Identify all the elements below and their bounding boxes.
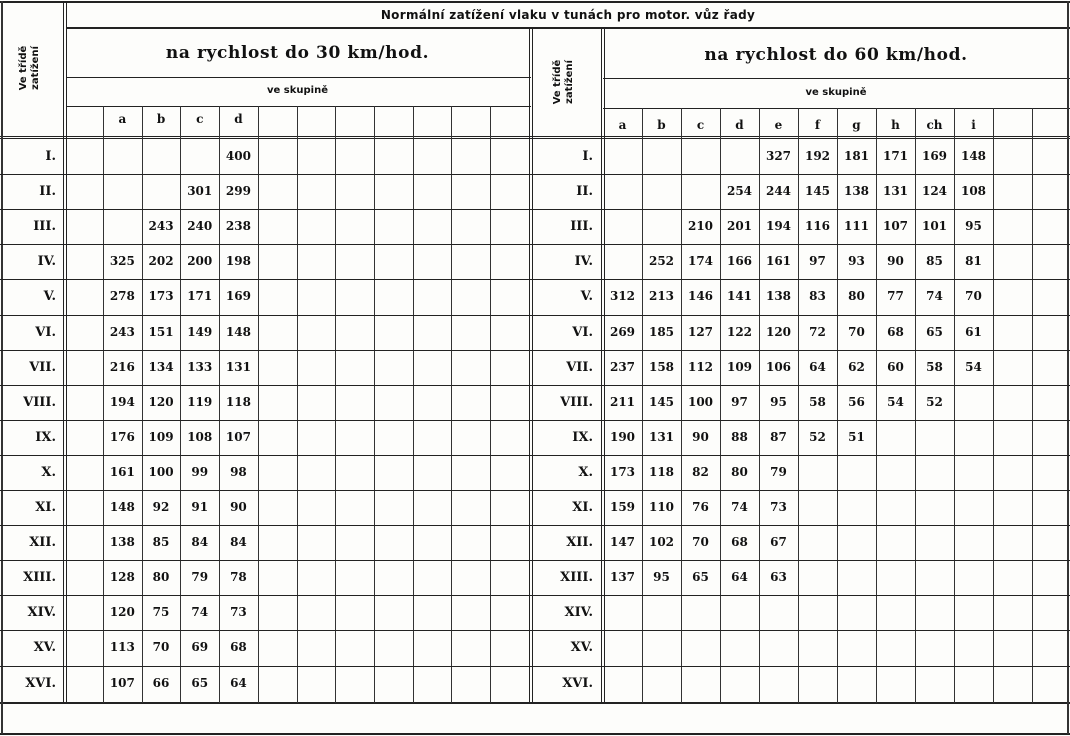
load-value-60: 137 — [609, 570, 636, 585]
class-label-60: XIV. — [564, 605, 593, 621]
speed-header-30: na rychlost do 30 km/hod. — [165, 43, 430, 63]
load-value-30: 120 — [109, 605, 135, 620]
load-value-30: 90 — [230, 500, 247, 514]
load-value-60: 70 — [848, 324, 865, 339]
class-header-line: zatížení — [564, 60, 575, 104]
class-label-30: XIV. — [27, 605, 56, 621]
load-value-60: 65 — [926, 324, 943, 339]
load-value-30: 73 — [230, 605, 247, 620]
column-label-60-c: c — [696, 118, 705, 132]
load-value-30: 113 — [109, 640, 135, 655]
load-value-30: 325 — [109, 254, 135, 269]
rule-vertical — [413, 106, 414, 703]
load-value-60: 100 — [687, 394, 714, 409]
class-label-60: I. — [582, 149, 593, 164]
load-value-30: 64 — [230, 675, 247, 690]
load-value-30: 400 — [225, 149, 251, 163]
rule-horizontal — [0, 1, 1070, 3]
load-value-60: 190 — [609, 429, 636, 444]
load-value-30: 202 — [148, 254, 174, 269]
column-label-60-e: e — [774, 118, 783, 132]
load-value-60: 161 — [765, 254, 792, 269]
load-value-60: 116 — [804, 219, 831, 234]
column-label-60-g: g — [852, 118, 861, 132]
load-value-60: 72 — [809, 324, 826, 339]
class-label-60: IX. — [572, 429, 593, 445]
load-value-30: 169 — [225, 289, 251, 304]
load-value-60: 171 — [882, 149, 909, 163]
load-value-60: 138 — [843, 184, 870, 199]
load-value-60: 58 — [926, 359, 943, 374]
load-value-60: 147 — [609, 535, 636, 550]
load-value-60: 127 — [687, 324, 714, 339]
load-value-30: 128 — [109, 570, 135, 585]
rule-vertical — [63, 1, 67, 703]
load-value-30: 85 — [152, 535, 170, 550]
load-value-30: 119 — [187, 394, 213, 409]
class-label-30: VI. — [35, 324, 56, 340]
class-label-30: XIII. — [23, 570, 56, 586]
class-header-line: Ve třídě — [552, 59, 563, 105]
class-label-60: XIII. — [560, 570, 593, 586]
class-label-30: IV. — [37, 254, 56, 270]
rule-vertical — [297, 106, 298, 703]
class-label-60: XV. — [570, 640, 593, 656]
load-value-60: 68 — [731, 535, 748, 550]
load-value-60: 169 — [921, 149, 948, 163]
rule-vertical — [993, 108, 994, 703]
load-value-60: 254 — [726, 184, 753, 199]
load-value-60: 107 — [882, 219, 909, 234]
class-label-60: II. — [576, 184, 593, 200]
load-value-30: 84 — [230, 535, 247, 550]
column-label-60-a: a — [618, 118, 627, 132]
rule-vertical — [451, 106, 452, 703]
load-value-60: 145 — [804, 184, 831, 199]
class-label-30: XI. — [35, 500, 56, 515]
load-value-60: 109 — [726, 359, 753, 374]
class-label-60: XVI. — [562, 675, 593, 691]
load-value-60: 146 — [687, 289, 714, 304]
load-value-60: 110 — [648, 500, 675, 514]
load-value-30: 299 — [225, 184, 251, 199]
load-value-60: 213 — [648, 289, 675, 304]
load-value-60: 54 — [887, 394, 904, 409]
load-value-30: 84 — [191, 535, 209, 550]
class-label-30: I. — [45, 149, 56, 164]
load-value-30: 70 — [152, 640, 170, 655]
load-value-60: 73 — [770, 500, 787, 514]
load-value-30: 173 — [148, 289, 174, 304]
load-value-60: 95 — [965, 219, 982, 234]
load-value-30: 243 — [109, 324, 135, 339]
load-value-60: 74 — [926, 289, 943, 304]
column-label-60-i: i — [971, 118, 976, 132]
load-value-30: 92 — [152, 500, 170, 514]
column-label-60-d: d — [735, 118, 744, 132]
load-value-30: 148 — [109, 500, 135, 514]
load-value-30: 301 — [187, 184, 213, 199]
load-value-60: 77 — [887, 289, 904, 304]
load-value-60: 83 — [809, 289, 826, 304]
load-value-60: 269 — [609, 324, 636, 339]
load-value-60: 54 — [965, 359, 982, 374]
class-label-60: IV. — [574, 254, 593, 270]
load-value-30: 118 — [225, 394, 251, 409]
load-value-60: 112 — [687, 359, 714, 374]
load-value-30: 100 — [148, 464, 174, 479]
load-value-30: 120 — [148, 394, 174, 409]
load-value-30: 151 — [148, 324, 174, 339]
load-value-60: 65 — [692, 570, 709, 585]
load-value-60: 63 — [770, 570, 787, 585]
load-value-30: 98 — [230, 464, 247, 479]
load-value-30: 68 — [230, 640, 247, 655]
load-value-30: 243 — [148, 219, 174, 234]
load-value-30: 198 — [225, 254, 251, 269]
rule-vertical — [490, 106, 491, 703]
load-value-30: 69 — [191, 640, 209, 655]
rule-vertical — [335, 106, 336, 703]
load-value-60: 106 — [765, 359, 792, 374]
load-value-60: 97 — [731, 394, 748, 409]
load-value-60: 52 — [926, 394, 943, 409]
load-value-60: 68 — [887, 324, 904, 339]
load-value-30: 133 — [187, 359, 213, 374]
load-value-60: 88 — [731, 429, 748, 444]
class-header-line: Ve třídě — [18, 45, 29, 91]
load-value-60: 97 — [809, 254, 826, 269]
load-value-30: 99 — [191, 464, 209, 479]
load-value-30: 216 — [109, 359, 135, 374]
rule-vertical — [374, 106, 375, 703]
load-value-60: 85 — [926, 254, 943, 269]
load-value-60: 192 — [804, 149, 831, 163]
class-header-right — [552, 32, 580, 132]
rule-horizontal — [603, 78, 1070, 79]
load-value-30: 171 — [187, 289, 213, 304]
load-value-30: 108 — [187, 429, 213, 444]
load-value-60: 138 — [765, 289, 792, 304]
load-value-60: 131 — [882, 184, 909, 199]
load-value-60: 70 — [692, 535, 709, 550]
load-value-60: 166 — [726, 254, 753, 269]
load-value-30: 134 — [148, 359, 174, 374]
load-value-30: 238 — [225, 219, 251, 234]
load-value-60: 141 — [726, 289, 753, 304]
column-label-60-h: h — [891, 118, 900, 132]
class-label-30: VII. — [29, 359, 56, 375]
load-value-60: 118 — [648, 464, 675, 479]
class-label-60: VI. — [572, 324, 593, 340]
load-value-60: 201 — [726, 219, 753, 234]
group-header-60: ve skupině — [805, 87, 867, 98]
load-value-60: 312 — [609, 289, 636, 304]
load-value-30: 75 — [152, 605, 170, 620]
load-value-60: 79 — [770, 464, 787, 479]
load-value-60: 51 — [848, 429, 865, 444]
load-value-30: 65 — [191, 675, 209, 690]
load-value-60: 148 — [960, 149, 987, 163]
column-label-60-ch: ch — [926, 118, 943, 132]
class-label-30: III. — [33, 219, 56, 235]
load-value-30: 80 — [152, 570, 170, 585]
load-value-60: 61 — [965, 324, 982, 339]
class-header-left — [18, 18, 46, 118]
load-value-30: 66 — [152, 675, 170, 690]
rule-vertical — [258, 106, 259, 703]
load-value-60: 131 — [648, 429, 675, 444]
load-value-60: 158 — [648, 359, 675, 374]
table-title: Normální zatížení vlaku v tunách pro motor. vůz řady — [380, 8, 756, 22]
class-label-60: X. — [578, 464, 593, 480]
load-value-30: 176 — [109, 429, 135, 444]
load-value-60: 194 — [765, 219, 792, 234]
column-label-60-f: f — [814, 118, 821, 132]
load-value-30: 240 — [187, 219, 213, 234]
load-value-60: 252 — [648, 254, 675, 269]
load-value-30: 148 — [225, 324, 251, 339]
load-value-60: 108 — [960, 184, 987, 199]
load-value-60: 95 — [770, 394, 787, 409]
load-value-30: 278 — [109, 289, 135, 304]
class-label-60: III. — [570, 219, 593, 235]
load-value-60: 58 — [809, 394, 826, 409]
load-value-60: 74 — [731, 500, 748, 514]
load-value-60: 52 — [809, 429, 826, 444]
class-label-30: XII. — [29, 535, 56, 551]
column-label-30-b: b — [156, 112, 166, 126]
load-value-60: 62 — [848, 359, 865, 374]
load-value-60: 120 — [765, 324, 792, 339]
load-value-60: 56 — [848, 394, 865, 409]
class-label-30: VIII. — [23, 394, 56, 410]
load-value-60: 101 — [921, 219, 948, 234]
load-value-30: 109 — [148, 429, 174, 444]
load-value-30: 74 — [191, 605, 209, 620]
rule-horizontal — [0, 702, 1070, 704]
group-header-30: ve skupině — [267, 85, 328, 96]
rule-horizontal — [66, 27, 1070, 29]
load-value-60: 211 — [609, 394, 636, 409]
class-label-30: II. — [39, 184, 56, 200]
load-value-60: 81 — [965, 254, 982, 269]
class-label-60: VIII. — [560, 394, 593, 410]
load-value-60: 60 — [887, 359, 904, 374]
load-value-60: 80 — [848, 289, 865, 304]
load-value-60: 80 — [731, 464, 748, 479]
column-label-30-d: d — [234, 112, 243, 126]
load-value-30: 149 — [187, 324, 213, 339]
speed-header-60: na rychlost do 60 km/hod. — [704, 45, 968, 65]
class-label-30: V. — [43, 289, 56, 305]
class-label-60: V. — [580, 289, 593, 305]
load-value-60: 159 — [609, 500, 636, 514]
column-label-30-c: c — [196, 112, 204, 126]
load-value-30: 107 — [225, 429, 251, 444]
rule-horizontal — [0, 733, 1070, 735]
load-value-60: 102 — [648, 535, 675, 550]
class-label-60: XI. — [572, 500, 593, 515]
load-value-30: 79 — [191, 570, 209, 585]
load-value-60: 122 — [726, 324, 753, 339]
load-value-60: 327 — [765, 149, 792, 163]
rule-vertical — [1067, 1, 1069, 734]
load-value-60: 244 — [765, 184, 792, 199]
load-value-60: 210 — [687, 219, 714, 234]
load-value-30: 161 — [109, 464, 135, 479]
class-label-30: IX. — [35, 429, 56, 445]
load-value-60: 64 — [809, 359, 826, 374]
load-value-60: 145 — [648, 394, 675, 409]
load-value-60: 82 — [692, 464, 709, 479]
load-value-60: 90 — [887, 254, 904, 269]
class-label-30: X. — [41, 464, 56, 480]
load-value-60: 173 — [609, 464, 636, 479]
class-label-60: VII. — [566, 359, 593, 375]
load-value-30: 107 — [109, 675, 135, 690]
class-label-60: XII. — [566, 535, 593, 551]
load-value-30: 200 — [187, 254, 213, 269]
class-header-line: zatížení — [30, 46, 41, 90]
load-value-30: 194 — [109, 394, 135, 409]
load-value-60: 67 — [770, 535, 787, 550]
column-label-60-b: b — [657, 118, 666, 132]
load-value-60: 76 — [692, 500, 709, 514]
load-value-60: 185 — [648, 324, 675, 339]
load-value-30: 91 — [191, 500, 209, 514]
load-value-60: 70 — [965, 289, 982, 304]
load-value-60: 90 — [692, 429, 709, 444]
load-value-60: 111 — [843, 219, 870, 234]
load-value-30: 78 — [230, 570, 247, 585]
load-value-60: 87 — [770, 429, 787, 444]
load-value-60: 181 — [843, 149, 870, 163]
class-label-30: XVI. — [25, 675, 56, 691]
rule-vertical — [1032, 108, 1033, 703]
load-value-60: 64 — [731, 570, 748, 585]
load-value-30: 138 — [109, 535, 135, 550]
load-value-60: 237 — [609, 359, 636, 374]
load-value-60: 95 — [653, 570, 670, 585]
load-value-30: 131 — [225, 359, 251, 374]
load-value-60: 93 — [848, 254, 865, 269]
load-value-60: 174 — [687, 254, 714, 269]
load-value-60: 124 — [921, 184, 948, 199]
column-label-30-a: a — [118, 112, 127, 126]
class-label-30: XV. — [33, 640, 56, 656]
